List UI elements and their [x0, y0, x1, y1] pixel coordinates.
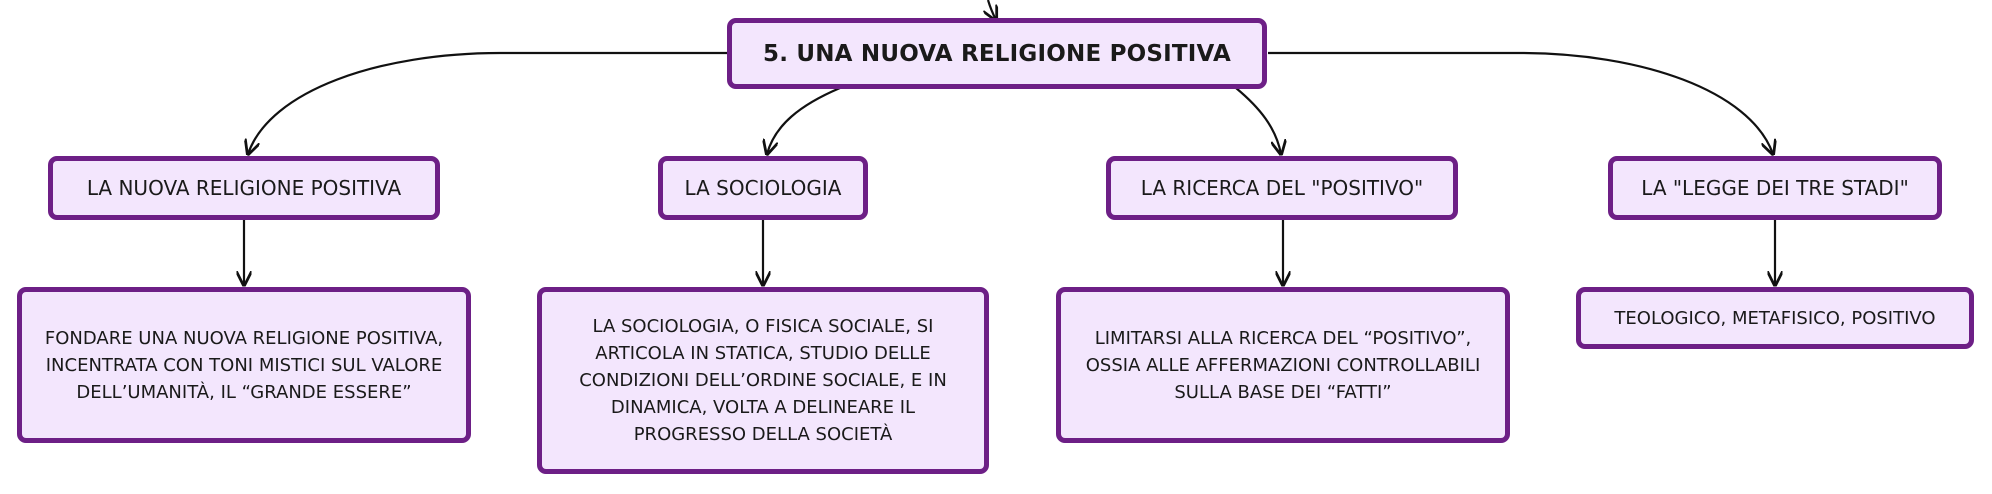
- branch-label: LA "LEGGE DEI TRE STADI": [1641, 176, 1909, 200]
- connector-root-to-branch-3: [1236, 88, 1281, 154]
- detail-text: TEOLOGICO, METAFISICO, POSITIVO: [1614, 307, 1936, 329]
- connector-root-to-branch-4: [1268, 53, 1773, 154]
- detail-node-sociologia[interactable]: [537, 287, 989, 474]
- branch-label: LA RICERCA DEL "POSITIVO": [1140, 176, 1424, 200]
- branch-node-sociologia[interactable]: [658, 156, 868, 220]
- root-node[interactable]: [727, 18, 1267, 89]
- branch-node-nuova-religione[interactable]: [48, 156, 440, 220]
- detail-node-nuova-religione[interactable]: [17, 287, 471, 443]
- connector-root-to-branch-2: [767, 88, 840, 154]
- branch-node-legge-tre-stadi[interactable]: [1608, 156, 1942, 220]
- root-label: 5. UNA NUOVA RELIGIONE POSITIVA: [763, 40, 1231, 67]
- detail-node-ricerca-positivo[interactable]: [1056, 287, 1510, 443]
- detail-text: LIMITARSI ALLA RICERCA DEL “POSITIVO”, OSSIA ALLE AFFERMAZIONI CONTROLLABILI SULLA BASE DEI “FATTI”: [1085, 327, 1481, 403]
- detail-node-legge-tre-stadi[interactable]: [1576, 287, 1974, 349]
- connector-root-to-branch-1: [248, 53, 728, 154]
- detail-text: FONDARE UNA NUOVA RELIGIONE POSITIVA, INCENTRATA CON TONI MISTICI SUL VALORE DELL’UMANITÀ, IL “GRANDE ESSERE”: [44, 327, 444, 403]
- branch-label: LA SOCIOLOGIA: [684, 176, 842, 200]
- incoming-connector: [988, 0, 996, 20]
- branch-label: LA NUOVA RELIGIONE POSITIVA: [86, 176, 402, 200]
- detail-text: LA SOCIOLOGIA, O FISICA SOCIALE, SI ARTICOLA IN STATICA, STUDIO DELLE CONDIZIONI DELL’ORDINE SOCIALE, E IN DINAMICA, VOLTA A DELINEARE IL PROGRESSO DELLA SOCIETÀ: [579, 316, 947, 445]
- branch-node-ricerca-positivo[interactable]: [1106, 156, 1458, 220]
